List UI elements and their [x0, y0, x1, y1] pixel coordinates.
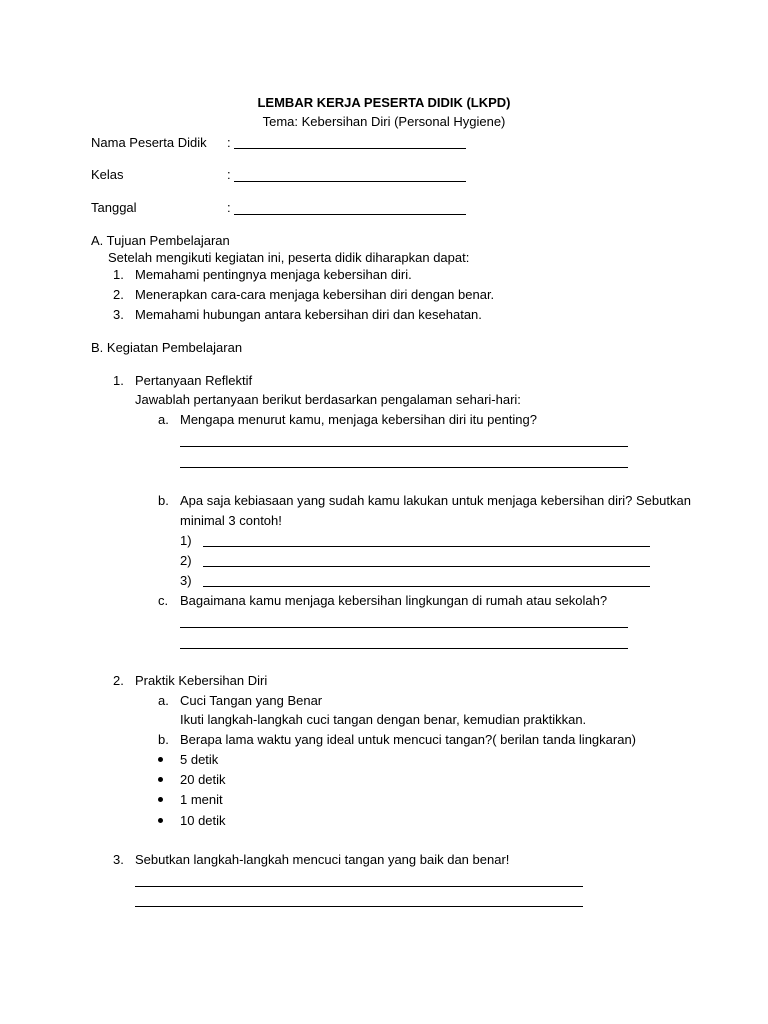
objective-text: Memahami pentingnya menjaga kebersihan diri.	[135, 267, 412, 282]
answer-line[interactable]	[135, 886, 583, 887]
answer-line[interactable]	[203, 546, 650, 547]
activity-number: 1.	[113, 373, 124, 388]
option-text[interactable]: 20 detik	[180, 772, 226, 787]
option-text[interactable]: 1 menit	[180, 792, 223, 807]
bullet-icon	[158, 818, 163, 823]
option-text[interactable]: 5 detik	[180, 752, 219, 767]
section-b-heading: B. Kegiatan Pembelajaran	[91, 340, 243, 355]
bullet-icon	[158, 777, 163, 782]
answer-line[interactable]	[180, 446, 628, 447]
question-letter: b.	[158, 493, 169, 508]
activity-text: Sebutkan langkah-langkah mencuci tangan yang baik dan benar!	[135, 852, 510, 867]
objective-text: Memahami hubungan antara kebersihan diri dan kesehatan.	[135, 307, 482, 322]
option-text[interactable]: 10 detik	[180, 813, 226, 828]
identity-label-class: Kelas	[91, 167, 124, 182]
answer-line[interactable]	[180, 627, 628, 628]
question-letter: a.	[158, 693, 169, 708]
activity-intro: Jawablah pertanyaan berikut berdasarkan pengalaman sehari-hari:	[135, 392, 521, 407]
objective-number: 1.	[113, 267, 124, 282]
objective-number: 3.	[113, 307, 124, 322]
question-letter: a.	[158, 412, 169, 427]
identity-colon: :	[227, 135, 231, 150]
activity-number: 3.	[113, 852, 124, 867]
answer-line[interactable]	[203, 566, 650, 567]
activity-title: Praktik Kebersihan Diri	[135, 673, 268, 688]
list-number: 3)	[180, 573, 192, 588]
identity-label-name: Nama Peserta Didik	[91, 135, 207, 150]
list-number: 2)	[180, 553, 192, 568]
question-text: Apa saja kebiasaan yang sudah kamu lakukan untuk menjaga kebersihan diri? Sebutkan	[180, 493, 691, 508]
bullet-icon	[158, 757, 163, 762]
objective-text: Menerapkan cara-cara menjaga kebersihan diri dengan benar.	[135, 287, 495, 302]
name-answer-line[interactable]	[234, 148, 466, 149]
class-answer-line[interactable]	[234, 181, 466, 182]
objective-number: 2.	[113, 287, 124, 302]
answer-line[interactable]	[135, 906, 583, 907]
document-title: LEMBAR KERJA PESERTA DIDIK (LKPD)	[257, 95, 511, 110]
question-subtext: Ikuti langkah-langkah cuci tangan dengan benar, kemudian praktikkan.	[180, 712, 587, 727]
question-text: Cuci Tangan yang Benar	[180, 693, 323, 708]
question-text: Berapa lama waktu yang ideal untuk mencuci tangan?( berilan tanda lingkaran)	[180, 732, 637, 747]
bullet-icon	[158, 797, 163, 802]
identity-colon: :	[227, 167, 231, 182]
section-a-intro: Setelah mengikuti kegiatan ini, peserta didik diharapkan dapat:	[108, 250, 470, 265]
activity-title: Pertanyaan Reflektif	[135, 373, 253, 388]
section-a-heading: A. Tujuan Pembelajaran	[91, 233, 230, 248]
answer-line[interactable]	[203, 586, 650, 587]
document-theme: Tema: Kebersihan Diri (Personal Hygiene)	[262, 114, 506, 129]
answer-line[interactable]	[180, 467, 628, 468]
question-letter: b.	[158, 732, 169, 747]
question-text: minimal 3 contoh!	[180, 513, 282, 528]
list-number: 1)	[180, 533, 192, 548]
answer-line[interactable]	[180, 648, 628, 649]
identity-colon: :	[227, 200, 231, 215]
identity-label-date: Tanggal	[91, 200, 137, 215]
activity-number: 2.	[113, 673, 124, 688]
question-text: Mengapa menurut kamu, menjaga kebersihan diri itu penting?	[180, 412, 537, 427]
question-letter: c.	[158, 593, 169, 608]
question-text: Bagaimana kamu menjaga kebersihan lingkungan di rumah atau sekolah?	[180, 593, 608, 608]
date-answer-line[interactable]	[234, 214, 466, 215]
